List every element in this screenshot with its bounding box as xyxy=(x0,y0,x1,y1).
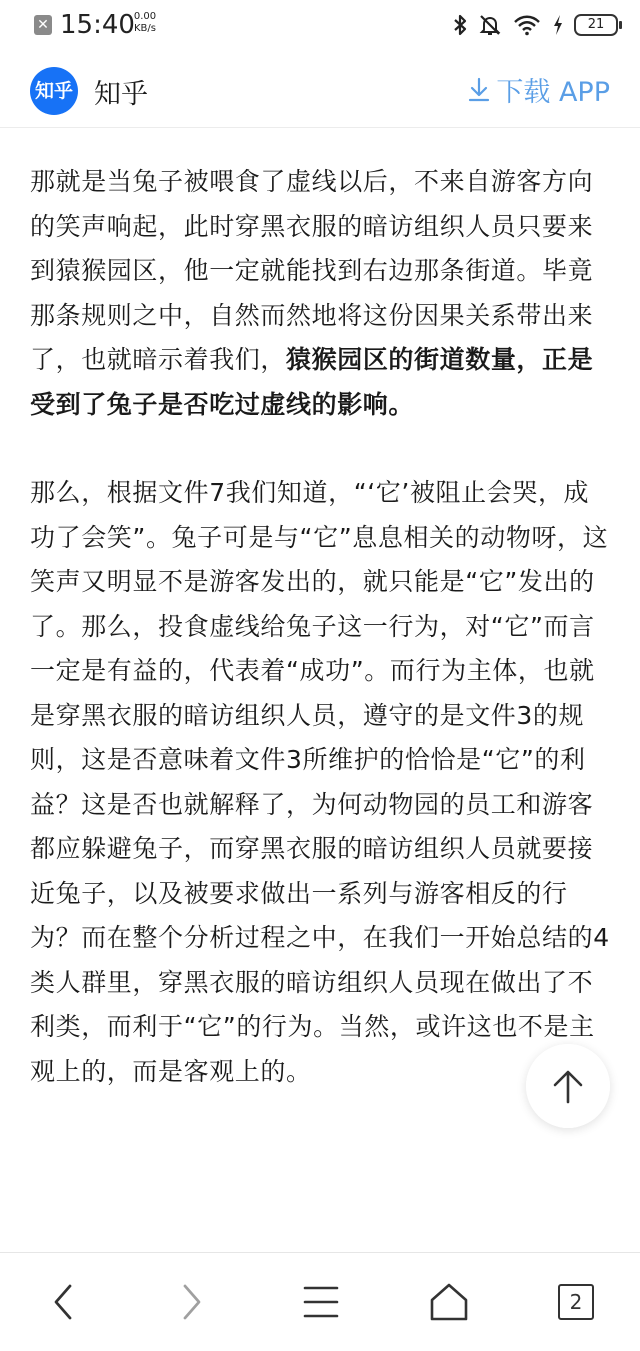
article-body xyxy=(30,160,610,1094)
bluetooth-icon xyxy=(452,13,468,37)
zhihu-logo[interactable]: 知乎 xyxy=(30,67,78,115)
chevron-right-icon xyxy=(177,1282,207,1322)
paragraph-1-text: 那就是当兔子被喂食了虚线以后，不来自游客方向的笑声响起，此时穿黑衣服的暗访组织人员只要来到猿猴园区，他一定就能找到右边那条街道。毕竟那条规则之中，自然而然地将这份因果关系带出来了，也就暗示着我们， xyxy=(30,167,594,374)
status-icons xyxy=(452,12,618,38)
tabs-button[interactable] xyxy=(551,1277,601,1327)
tab-count: 2 xyxy=(558,1284,594,1320)
charging-icon xyxy=(552,13,564,37)
paragraph-2-end: 类，而利于“它”的行为。当然，或许这也不是主观上的，而是客观上的。 xyxy=(30,1012,595,1086)
forward-button[interactable] xyxy=(167,1277,217,1327)
back-button[interactable] xyxy=(38,1277,88,1327)
menu-icon xyxy=(303,1284,339,1320)
menu-button[interactable] xyxy=(296,1277,346,1327)
arrow-up-icon xyxy=(548,1066,588,1106)
brand-name: 知乎 xyxy=(94,79,148,110)
browser-bottom-bar xyxy=(0,1252,640,1351)
paragraph-1 xyxy=(30,160,610,427)
paragraph-1-bold: 猿猴园区的街道数量，正是受到了兔子是否吃过虚线的影响。 xyxy=(30,345,594,419)
download-app-label: 下载 APP xyxy=(496,77,610,108)
wifi-icon xyxy=(512,13,542,37)
status-bar xyxy=(0,0,640,52)
close-box-icon: ✕ xyxy=(34,15,52,35)
battery-icon: 21 xyxy=(574,14,618,36)
paragraph-2-hidden-text: 穿黑衣服的暗访组织人员现在做出了不利 xyxy=(30,967,594,1041)
network-speed-value: 0.00 xyxy=(133,11,157,22)
home-button[interactable] xyxy=(424,1277,474,1327)
status-time: 15:40 xyxy=(60,10,135,40)
mute-icon xyxy=(478,13,502,37)
download-icon xyxy=(468,77,490,103)
site-header xyxy=(0,52,640,128)
download-app-button[interactable] xyxy=(468,70,610,109)
home-icon xyxy=(429,1282,469,1322)
paragraph-2 xyxy=(30,471,610,1094)
paragraph-2-text: 那么，根据文件7我们知道，“‘它’被阻止会哭，成功了会笑”。兔子可是与“它”息息相关的动物呀，这笑声又明显不是游客发出的，就只能是“它”发出的了。那么，投食虚线给兔子这一行为，对“它”而言一定是有益的，代表着“成功”。而行为主体，也就是穿黑衣服的暗访组织人员，遵守的是文件3的规则，这是否意味着文件3所维护的恰恰是“它”的利益？这是否也就解释了，为何动物园的员工和游客都应躲避兔子，而穿黑衣服的暗访组织人员就要接近兔子，以及被要求做出一系列与游客相反的行为？而在整个分析过程之中，在我们一开始总结的4类人群里， xyxy=(30,478,610,997)
network-speed xyxy=(128,11,162,35)
chevron-left-icon xyxy=(48,1282,78,1322)
back-to-top-button[interactable] xyxy=(526,1044,610,1128)
network-speed-unit: KB/s xyxy=(134,23,156,34)
